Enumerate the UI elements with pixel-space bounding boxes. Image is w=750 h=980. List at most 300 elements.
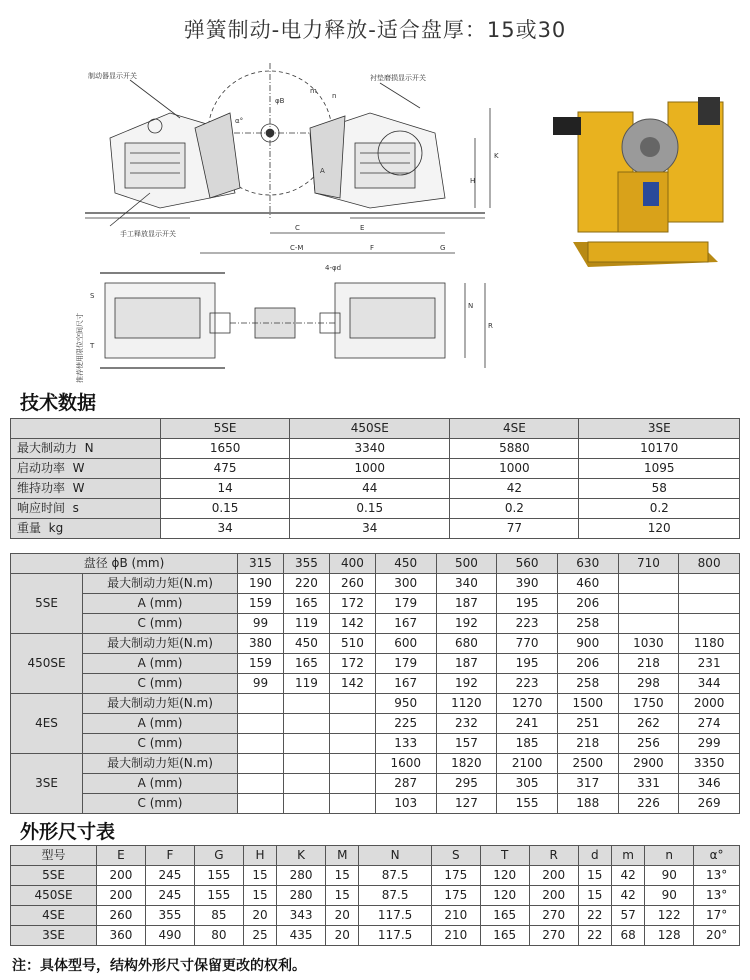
table-cell: 300 bbox=[375, 574, 436, 594]
table-cell: 231 bbox=[679, 654, 740, 674]
header-cell: n bbox=[645, 846, 694, 866]
table-cell: 80 bbox=[194, 926, 243, 946]
table-cell: 460 bbox=[557, 574, 618, 594]
header-cell: E bbox=[97, 846, 146, 866]
table-row bbox=[11, 614, 740, 634]
table-cell: 44 bbox=[290, 479, 450, 499]
table-cell: 210 bbox=[431, 906, 480, 926]
header-cell: M bbox=[326, 846, 359, 866]
table-cell: 299 bbox=[679, 734, 740, 754]
table-cell: 223 bbox=[497, 674, 558, 694]
table-cell: 68 bbox=[611, 926, 644, 946]
table-cell: 1120 bbox=[436, 694, 497, 714]
table-row bbox=[11, 794, 740, 814]
table-cell: 42 bbox=[450, 479, 579, 499]
table-cell: 900 bbox=[557, 634, 618, 654]
table-cell: 287 bbox=[375, 774, 436, 794]
svg-text:C-M: C-M bbox=[290, 244, 304, 252]
page-title: 弹簧制动-电力释放-适合盘厚：15或30 bbox=[183, 18, 567, 42]
table-cell: 15 bbox=[326, 866, 359, 886]
table-row bbox=[11, 866, 740, 886]
table-cell: 256 bbox=[618, 734, 679, 754]
table-cell: 22 bbox=[578, 926, 611, 946]
table-cell: 25 bbox=[243, 926, 276, 946]
table-cell: 179 bbox=[375, 594, 436, 614]
row-label-unit: s bbox=[72, 501, 79, 515]
table-cell: 200 bbox=[97, 866, 146, 886]
tech-data-table bbox=[10, 418, 740, 539]
table-cell bbox=[283, 774, 329, 794]
table-cell: 206 bbox=[557, 594, 618, 614]
row-label: C (mm) bbox=[83, 734, 238, 754]
table-cell bbox=[618, 614, 679, 634]
table-cell: 117.5 bbox=[359, 926, 431, 946]
model-cell: 3SE bbox=[11, 754, 83, 814]
table-row bbox=[11, 654, 740, 674]
table-cell: 2100 bbox=[497, 754, 558, 774]
table-cell: 450 bbox=[283, 634, 329, 654]
table-cell bbox=[238, 754, 284, 774]
table-cell: 245 bbox=[145, 866, 194, 886]
table-cell bbox=[283, 794, 329, 814]
table-cell: 475 bbox=[161, 459, 290, 479]
table-cell: 13° bbox=[694, 866, 740, 886]
table-cell bbox=[238, 774, 284, 794]
table-cell: 167 bbox=[375, 674, 436, 694]
table-cell: 15 bbox=[243, 866, 276, 886]
brake-technical-drawing bbox=[70, 58, 500, 388]
table-cell: 34 bbox=[161, 519, 290, 539]
table-cell: 2900 bbox=[618, 754, 679, 774]
table-cell: 241 bbox=[497, 714, 558, 734]
table-cell: 258 bbox=[557, 614, 618, 634]
table-cell: 3340 bbox=[290, 439, 450, 459]
table-cell: 258 bbox=[557, 674, 618, 694]
header-cell bbox=[11, 419, 161, 439]
table-cell: 192 bbox=[436, 614, 497, 634]
table-cell: 226 bbox=[618, 794, 679, 814]
header-cell: T bbox=[480, 846, 529, 866]
row-label-text: 响应时间 bbox=[17, 501, 66, 515]
table-cell: 85 bbox=[194, 906, 243, 926]
table-cell: 90 bbox=[645, 866, 694, 886]
table-cell: 280 bbox=[277, 866, 326, 886]
callout-space-recommendation: 推荐使用限位空间尺寸 bbox=[76, 313, 84, 383]
table-cell: 270 bbox=[529, 906, 578, 926]
table-cell: 200 bbox=[529, 886, 578, 906]
table-cell: 128 bbox=[645, 926, 694, 946]
table-cell: 1820 bbox=[436, 754, 497, 774]
svg-text:N: N bbox=[468, 302, 474, 310]
table-cell: 251 bbox=[557, 714, 618, 734]
table-cell bbox=[283, 734, 329, 754]
table-row bbox=[11, 886, 740, 906]
table-cell: 127 bbox=[436, 794, 497, 814]
table-cell: 280 bbox=[277, 886, 326, 906]
table-cell: 218 bbox=[618, 654, 679, 674]
header-cell: S bbox=[431, 846, 480, 866]
header-cell: 400 bbox=[329, 554, 375, 574]
row-label: 最大制动力矩(N.m) bbox=[83, 754, 238, 774]
callout-manual-release-switch: 手工释放显示开关 bbox=[120, 230, 176, 238]
row-label: 最大制动力矩(N.m) bbox=[83, 574, 238, 594]
table-cell: 262 bbox=[618, 714, 679, 734]
table-cell: 1600 bbox=[375, 754, 436, 774]
model-cell: 4ES bbox=[11, 694, 83, 754]
header-cell: 500 bbox=[436, 554, 497, 574]
table-cell: 340 bbox=[436, 574, 497, 594]
product-photo bbox=[548, 92, 733, 272]
model-cell: 5SE bbox=[11, 866, 97, 886]
table-cell: 120 bbox=[480, 886, 529, 906]
table-row bbox=[11, 926, 740, 946]
header-cell: m bbox=[611, 846, 644, 866]
table-cell: 120 bbox=[480, 866, 529, 886]
table-cell: 165 bbox=[283, 654, 329, 674]
table-cell: 218 bbox=[557, 734, 618, 754]
header-cell: 型号 bbox=[11, 846, 97, 866]
svg-text:φB: φB bbox=[275, 97, 285, 105]
table-cell: 0.2 bbox=[579, 499, 740, 519]
table-row bbox=[11, 734, 740, 754]
header-cell: H bbox=[243, 846, 276, 866]
table-cell: 22 bbox=[578, 906, 611, 926]
table-cell: 15 bbox=[578, 886, 611, 906]
header-cell: α° bbox=[694, 846, 740, 866]
table-cell: 355 bbox=[145, 906, 194, 926]
table-cell: 0.2 bbox=[450, 499, 579, 519]
svg-text:m: m bbox=[310, 87, 317, 95]
table-cell: 117.5 bbox=[359, 906, 431, 926]
row-label: A (mm) bbox=[83, 714, 238, 734]
table-cell: 1650 bbox=[161, 439, 290, 459]
svg-text:n: n bbox=[332, 92, 337, 100]
torque-table bbox=[10, 553, 740, 814]
row-label-unit: W bbox=[72, 481, 85, 495]
table-cell: 190 bbox=[238, 574, 284, 594]
table-cell: 157 bbox=[436, 734, 497, 754]
row-label bbox=[11, 439, 161, 459]
svg-text:T: T bbox=[90, 342, 95, 350]
model-cell: 3SE bbox=[11, 926, 97, 946]
table-cell: 10170 bbox=[579, 439, 740, 459]
table-cell: 360 bbox=[97, 926, 146, 946]
table-cell: 20° bbox=[694, 926, 740, 946]
table-cell: 380 bbox=[238, 634, 284, 654]
table-cell: 20 bbox=[243, 906, 276, 926]
table-cell bbox=[238, 734, 284, 754]
table-cell bbox=[679, 574, 740, 594]
table-cell: 122 bbox=[645, 906, 694, 926]
table-cell: 179 bbox=[375, 654, 436, 674]
table-cell bbox=[329, 774, 375, 794]
table-cell: 0.15 bbox=[161, 499, 290, 519]
header-cell: G bbox=[194, 846, 243, 866]
row-label: A (mm) bbox=[83, 774, 238, 794]
table-cell: 490 bbox=[145, 926, 194, 946]
row-label: A (mm) bbox=[83, 654, 238, 674]
table-cell bbox=[283, 714, 329, 734]
table-cell: 5880 bbox=[450, 439, 579, 459]
table-cell: 185 bbox=[497, 734, 558, 754]
header-cell: 355 bbox=[283, 554, 329, 574]
table-cell: 1000 bbox=[290, 459, 450, 479]
table-cell bbox=[329, 754, 375, 774]
table-cell: 1500 bbox=[557, 694, 618, 714]
table-cell: 680 bbox=[436, 634, 497, 654]
table-cell: 142 bbox=[329, 674, 375, 694]
table-cell: 17° bbox=[694, 906, 740, 926]
svg-text:C: C bbox=[295, 224, 300, 232]
row-label: 最大制动力矩(N.m) bbox=[83, 634, 238, 654]
table-header-row bbox=[11, 554, 740, 574]
table-cell bbox=[238, 694, 284, 714]
header-cell: K bbox=[277, 846, 326, 866]
table-cell: 269 bbox=[679, 794, 740, 814]
table-cell: 119 bbox=[283, 614, 329, 634]
table-cell: 165 bbox=[480, 906, 529, 926]
table-cell bbox=[238, 794, 284, 814]
table-cell: 103 bbox=[375, 794, 436, 814]
svg-text:A: A bbox=[320, 167, 325, 175]
table-cell bbox=[329, 734, 375, 754]
table-cell: 159 bbox=[238, 594, 284, 614]
table-cell: 99 bbox=[238, 614, 284, 634]
header-cell: 315 bbox=[238, 554, 284, 574]
table-cell: 155 bbox=[497, 794, 558, 814]
row-label: C (mm) bbox=[83, 674, 238, 694]
svg-text:4-φd: 4-φd bbox=[325, 264, 342, 272]
table-cell: 175 bbox=[431, 866, 480, 886]
table-cell: 87.5 bbox=[359, 886, 431, 906]
callout-brake-switch: 制动器显示开关 bbox=[88, 72, 137, 80]
table-row bbox=[11, 439, 740, 459]
table-cell: 1180 bbox=[679, 634, 740, 654]
table-cell: 13° bbox=[694, 886, 740, 906]
footnote: 注：具体型号，结构外形尺寸保留更改的权利。 bbox=[12, 958, 306, 974]
table-cell: 245 bbox=[145, 886, 194, 906]
table-cell: 42 bbox=[611, 886, 644, 906]
table-cell: 15 bbox=[578, 866, 611, 886]
row-label-text: 维持功率 bbox=[17, 481, 66, 495]
table-cell: 58 bbox=[579, 479, 740, 499]
header-cell: 630 bbox=[557, 554, 618, 574]
table-cell: 2500 bbox=[557, 754, 618, 774]
header-cell: R bbox=[529, 846, 578, 866]
table-row bbox=[11, 459, 740, 479]
table-cell bbox=[679, 594, 740, 614]
table-cell bbox=[283, 694, 329, 714]
table-cell: 1030 bbox=[618, 634, 679, 654]
table-cell: 200 bbox=[529, 866, 578, 886]
table-row bbox=[11, 714, 740, 734]
table-cell: 87.5 bbox=[359, 866, 431, 886]
table-cell: 77 bbox=[450, 519, 579, 539]
table-row bbox=[11, 499, 740, 519]
table-cell: 90 bbox=[645, 886, 694, 906]
table-cell: 346 bbox=[679, 774, 740, 794]
tech-heading: 技术数据 bbox=[20, 392, 97, 414]
table-row bbox=[11, 906, 740, 926]
table-cell bbox=[238, 714, 284, 734]
model-cell: 4SE bbox=[11, 906, 97, 926]
header-cell: 5SE bbox=[161, 419, 290, 439]
table-cell: 99 bbox=[238, 674, 284, 694]
table-row bbox=[11, 594, 740, 614]
table-cell: 206 bbox=[557, 654, 618, 674]
dimension-table bbox=[10, 845, 740, 946]
table-row bbox=[11, 694, 740, 714]
table-cell: 172 bbox=[329, 594, 375, 614]
table-cell: 200 bbox=[97, 886, 146, 906]
svg-text:S: S bbox=[90, 292, 95, 300]
table-cell: 133 bbox=[375, 734, 436, 754]
table-cell: 0.15 bbox=[290, 499, 450, 519]
table-cell: 210 bbox=[431, 926, 480, 946]
header-cell: 450SE bbox=[290, 419, 450, 439]
row-label: A (mm) bbox=[83, 594, 238, 614]
table-cell: 435 bbox=[277, 926, 326, 946]
svg-text:F: F bbox=[370, 244, 375, 252]
header-cell: 450 bbox=[375, 554, 436, 574]
table-row bbox=[11, 574, 740, 594]
table-cell: 770 bbox=[497, 634, 558, 654]
header-cell: N bbox=[359, 846, 431, 866]
table-cell: 155 bbox=[194, 866, 243, 886]
table-cell: 232 bbox=[436, 714, 497, 734]
table-cell bbox=[283, 754, 329, 774]
row-label-text: 重量 bbox=[17, 521, 42, 535]
table-cell: 192 bbox=[436, 674, 497, 694]
model-cell: 450SE bbox=[11, 634, 83, 694]
row-label-text: 最大制动力 bbox=[17, 441, 78, 455]
table-cell: 120 bbox=[579, 519, 740, 539]
svg-text:G: G bbox=[440, 244, 446, 252]
table-cell: 142 bbox=[329, 614, 375, 634]
dims-heading: 外形尺寸表 bbox=[20, 821, 116, 843]
table-cell: 14 bbox=[161, 479, 290, 499]
table-cell: 1270 bbox=[497, 694, 558, 714]
table-cell bbox=[679, 614, 740, 634]
table-cell: 260 bbox=[97, 906, 146, 926]
header-cell: 710 bbox=[618, 554, 679, 574]
svg-text:H: H bbox=[470, 177, 476, 185]
table-cell: 305 bbox=[497, 774, 558, 794]
row-label: 最大制动力矩(N.m) bbox=[83, 694, 238, 714]
table-row bbox=[11, 774, 740, 794]
table-cell: 20 bbox=[326, 926, 359, 946]
table-cell: 225 bbox=[375, 714, 436, 734]
header-cell: 800 bbox=[679, 554, 740, 574]
row-label-unit: N bbox=[84, 441, 94, 455]
callout-lining-wear-switch: 衬垫磨损显示开关 bbox=[370, 74, 426, 82]
table-cell: 2000 bbox=[679, 694, 740, 714]
table-cell bbox=[329, 794, 375, 814]
table-header-row bbox=[11, 846, 740, 866]
table-cell: 1095 bbox=[579, 459, 740, 479]
table-cell bbox=[618, 574, 679, 594]
model-cell: 5SE bbox=[11, 574, 83, 634]
table-cell: 274 bbox=[679, 714, 740, 734]
table-cell bbox=[329, 694, 375, 714]
table-cell: 159 bbox=[238, 654, 284, 674]
svg-text:α°: α° bbox=[235, 117, 244, 125]
table-row bbox=[11, 754, 740, 774]
table-cell: 165 bbox=[283, 594, 329, 614]
row-label-unit: W bbox=[72, 461, 85, 475]
model-cell: 450SE bbox=[11, 886, 97, 906]
table-cell: 260 bbox=[329, 574, 375, 594]
row-label-unit: kg bbox=[48, 521, 64, 535]
table-cell: 270 bbox=[529, 926, 578, 946]
svg-text:E: E bbox=[360, 224, 365, 232]
table-cell: 15 bbox=[326, 886, 359, 906]
row-label-text: 启动功率 bbox=[17, 461, 66, 475]
table-cell: 195 bbox=[497, 654, 558, 674]
table-cell: 950 bbox=[375, 694, 436, 714]
table-cell: 15 bbox=[243, 886, 276, 906]
table-cell: 172 bbox=[329, 654, 375, 674]
table-header-row bbox=[11, 419, 740, 439]
table-cell bbox=[329, 714, 375, 734]
plan-view bbox=[100, 273, 485, 368]
header-cell: 盘径 ϕB (mm) bbox=[11, 554, 238, 574]
table-cell: 195 bbox=[497, 594, 558, 614]
table-cell: 317 bbox=[557, 774, 618, 794]
table-cell: 34 bbox=[290, 519, 450, 539]
header-cell: F bbox=[145, 846, 194, 866]
table-row bbox=[11, 479, 740, 499]
front-view bbox=[85, 63, 490, 253]
table-cell: 298 bbox=[618, 674, 679, 694]
header-cell: 560 bbox=[497, 554, 558, 574]
svg-text:R: R bbox=[488, 322, 493, 330]
table-cell: 600 bbox=[375, 634, 436, 654]
row-label bbox=[11, 459, 161, 479]
table-cell: 167 bbox=[375, 614, 436, 634]
svg-text:K: K bbox=[494, 152, 499, 160]
table-cell bbox=[618, 594, 679, 614]
table-cell: 42 bbox=[611, 866, 644, 886]
table-cell: 295 bbox=[436, 774, 497, 794]
table-cell: 187 bbox=[436, 594, 497, 614]
header-cell: d bbox=[578, 846, 611, 866]
table-cell: 155 bbox=[194, 886, 243, 906]
table-cell: 1000 bbox=[450, 459, 579, 479]
row-label bbox=[11, 499, 161, 519]
table-cell: 390 bbox=[497, 574, 558, 594]
table-cell: 188 bbox=[557, 794, 618, 814]
table-cell: 223 bbox=[497, 614, 558, 634]
table-row bbox=[11, 634, 740, 654]
row-label: C (mm) bbox=[83, 794, 238, 814]
header-cell: 3SE bbox=[579, 419, 740, 439]
table-cell: 3350 bbox=[679, 754, 740, 774]
table-cell: 165 bbox=[480, 926, 529, 946]
table-cell: 20 bbox=[326, 906, 359, 926]
table-row bbox=[11, 519, 740, 539]
table-cell: 175 bbox=[431, 886, 480, 906]
table-cell: 187 bbox=[436, 654, 497, 674]
table-cell: 220 bbox=[283, 574, 329, 594]
row-label: C (mm) bbox=[83, 614, 238, 634]
row-label bbox=[11, 479, 161, 499]
header-cell: 4SE bbox=[450, 419, 579, 439]
table-cell: 57 bbox=[611, 906, 644, 926]
table-cell: 1750 bbox=[618, 694, 679, 714]
table-cell: 344 bbox=[679, 674, 740, 694]
row-label bbox=[11, 519, 161, 539]
